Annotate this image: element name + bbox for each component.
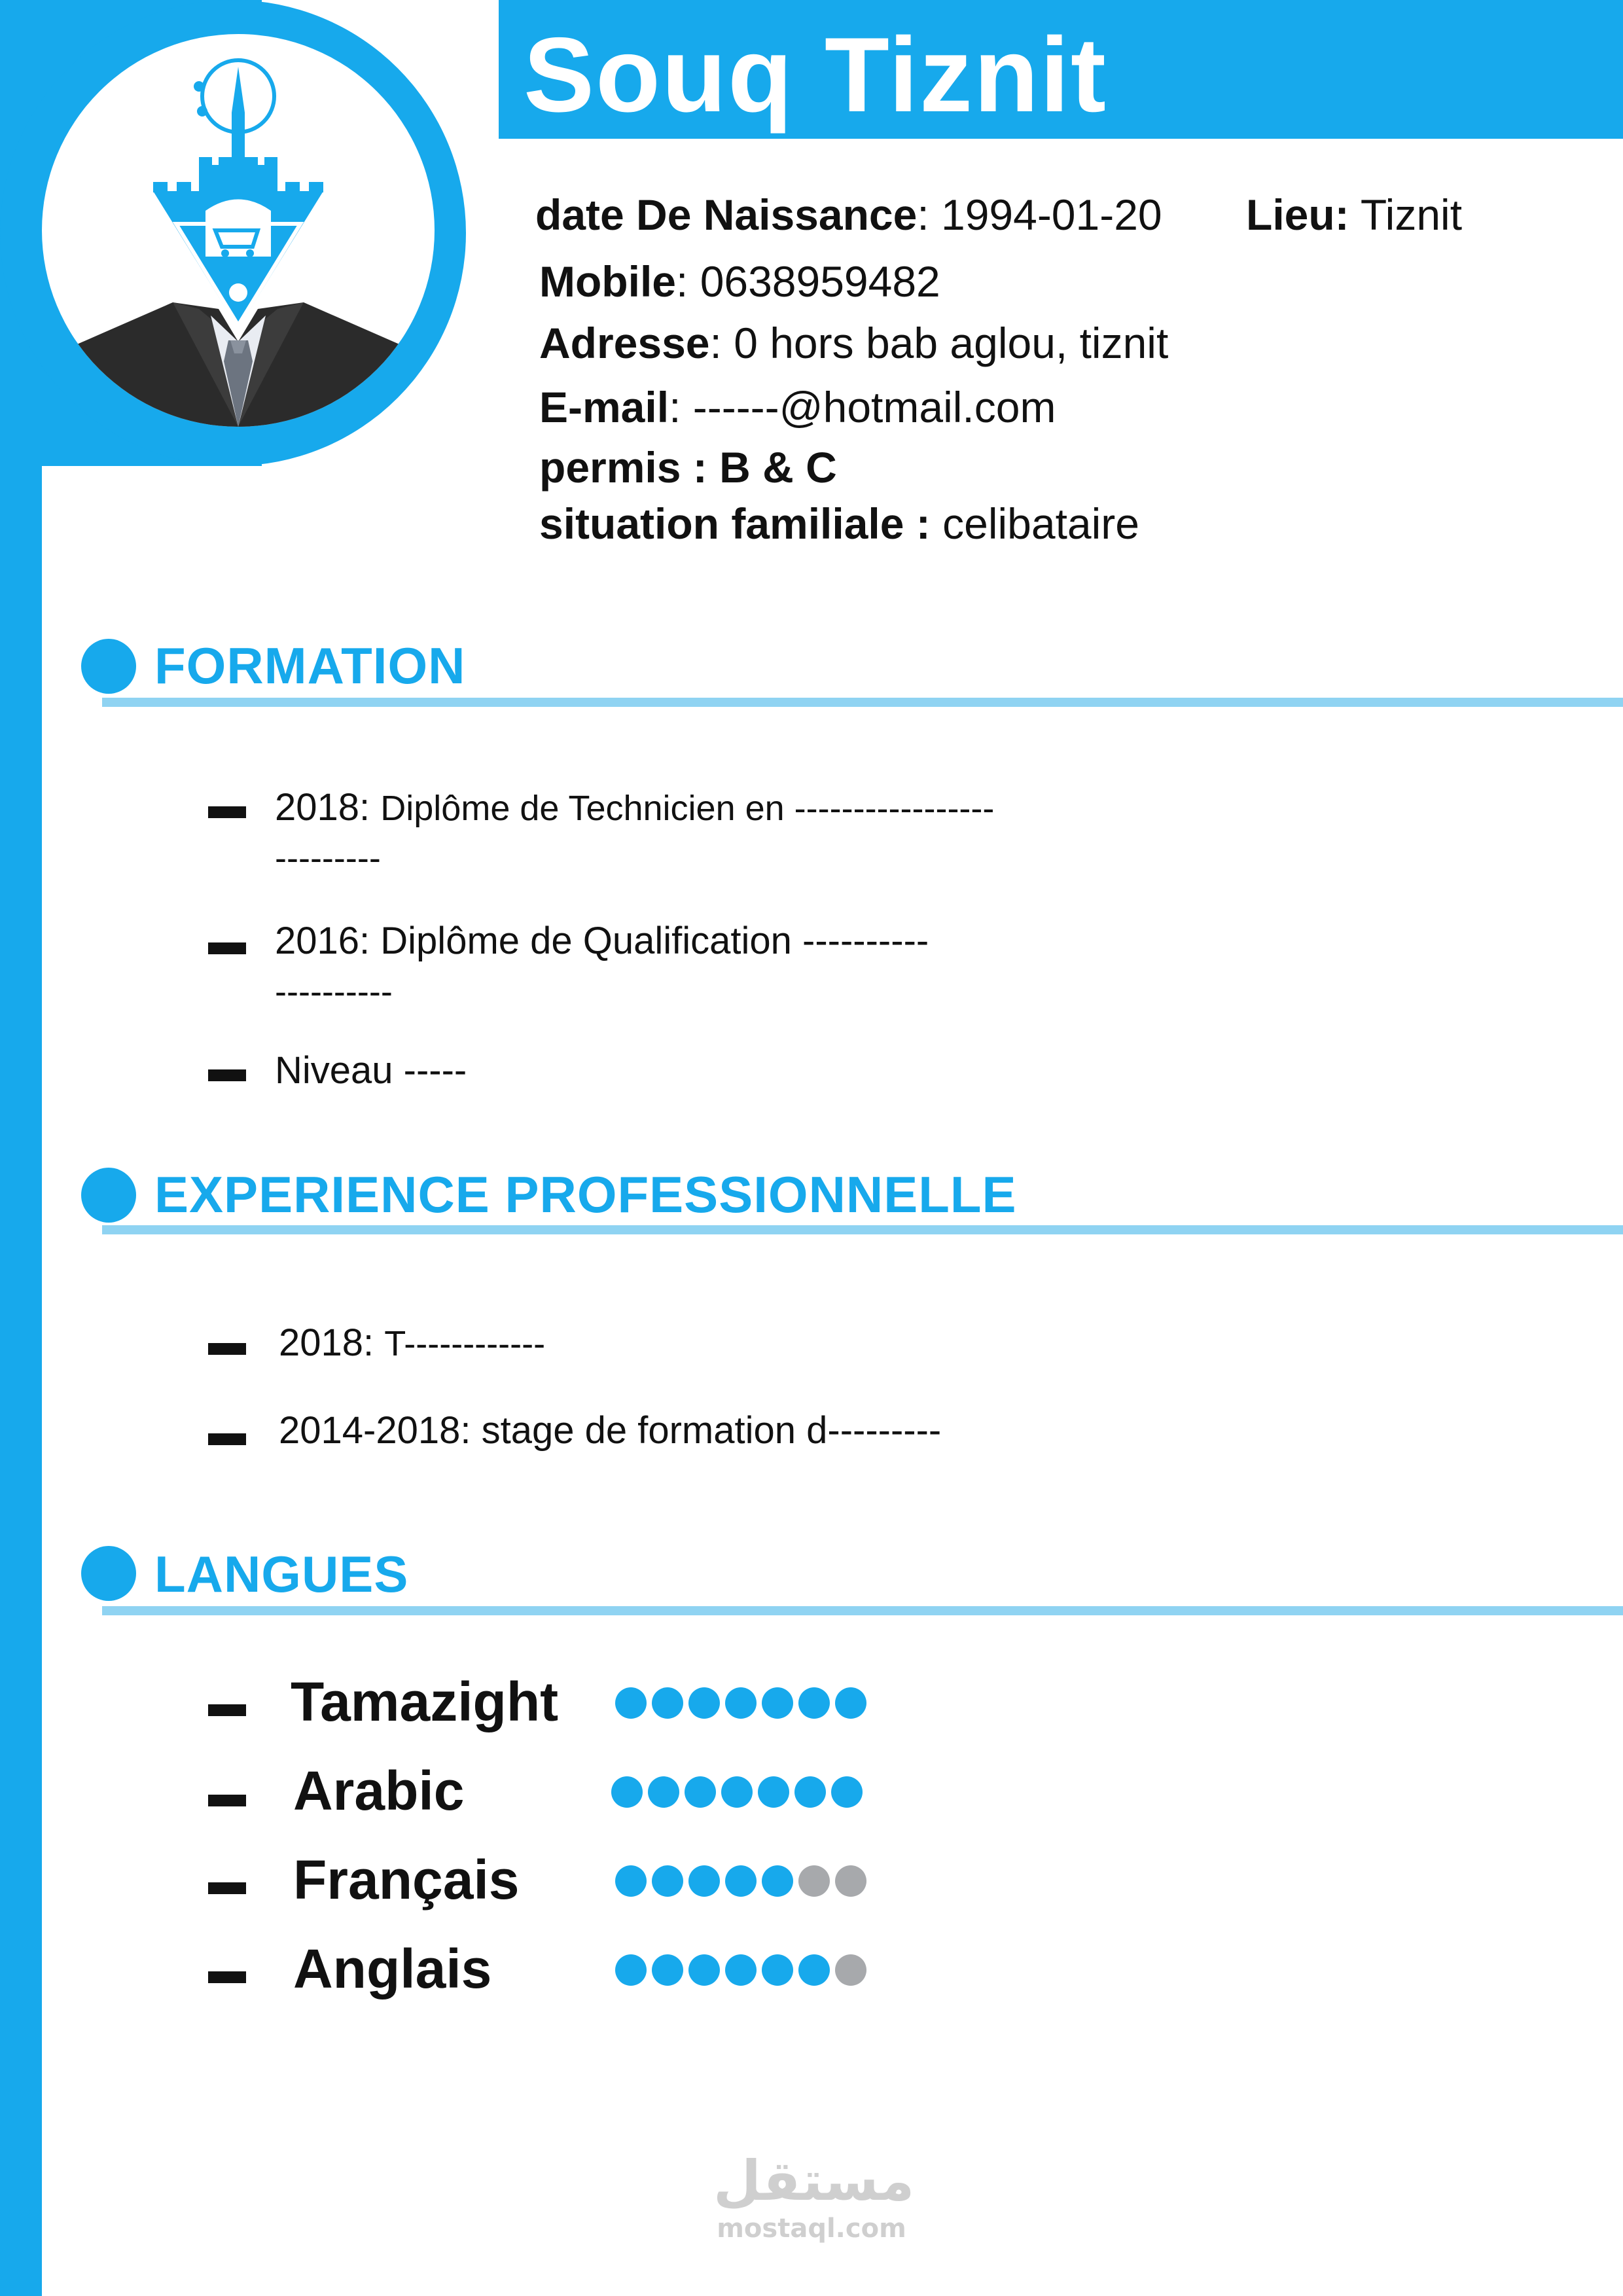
langue-name: Arabic	[293, 1760, 465, 1821]
langue-dash-icon	[208, 1882, 246, 1894]
rating-dot-empty	[798, 1865, 830, 1897]
info-date-of-birth: date De Naissance: 1994-01-20	[535, 190, 1162, 239]
experience-item-1: 2018: T------------	[279, 1321, 546, 1364]
info-place-of-birth: Lieu: Tiznit	[1246, 190, 1463, 239]
formation-dash-icon	[208, 806, 246, 818]
experience-item-2: 2014-2018: stage de formation d---------	[279, 1409, 942, 1452]
rating-dot-empty	[835, 1865, 866, 1897]
langue-dash-icon	[208, 1704, 246, 1716]
watermark-latin: mostaql.com	[717, 2214, 906, 2244]
experience-bullet-icon	[81, 1168, 136, 1223]
rating-dot-filled	[798, 1687, 830, 1719]
rating-dot-filled	[611, 1776, 643, 1808]
rating-dot-empty	[835, 1954, 866, 1986]
formation-item-2: 2016: Diplôme de Qualification ----------	[275, 920, 929, 962]
rating-dot-filled	[831, 1776, 863, 1808]
rating-dot-filled	[615, 1865, 647, 1897]
formation-divider	[102, 698, 1623, 707]
rating-dot-filled	[758, 1776, 789, 1808]
langue-dash-icon	[208, 1795, 246, 1806]
langues-bullet-icon	[81, 1546, 136, 1601]
rating-dot-filled	[725, 1687, 757, 1719]
experience-dash-icon	[208, 1343, 246, 1355]
rating-dot-filled	[652, 1687, 683, 1719]
watermark-arabic: مستقل	[713, 2149, 915, 2213]
formation-item-1-continuation: ---------	[275, 838, 381, 878]
info-email: E-mail: ------@hotmail.com	[539, 383, 1056, 431]
rating-dot-filled	[725, 1865, 757, 1897]
rating-dot-filled	[688, 1954, 720, 1986]
watermark	[713, 2149, 915, 2244]
profile-logo-image	[42, 34, 435, 427]
rating-dot-filled	[794, 1776, 826, 1808]
experience-heading: EXPERIENCE PROFESSIONNELLE	[154, 1166, 1017, 1223]
rating-dot-filled	[652, 1865, 683, 1897]
rating-dot-filled	[688, 1687, 720, 1719]
langues-heading: LANGUES	[154, 1545, 409, 1603]
rating-dot-filled	[798, 1954, 830, 1986]
langues-divider	[102, 1606, 1623, 1615]
info-address: Adresse: 0 hors bab aglou, tiznit	[539, 319, 1169, 367]
rating-dot-filled	[725, 1954, 757, 1986]
experience-dash-icon	[208, 1433, 246, 1445]
formation-item-1: 2018: Diplôme de Technicien en -----------------	[275, 786, 995, 829]
langue-level-rating	[615, 1865, 866, 1897]
langue-name: Tamazight	[291, 1671, 559, 1732]
langue-level-rating	[615, 1954, 866, 1986]
rating-dot-filled	[835, 1687, 866, 1719]
formation-bullet-icon	[81, 639, 136, 694]
info-driving-license: permis : B & C	[539, 443, 837, 492]
rating-dot-filled	[721, 1776, 753, 1808]
rating-dot-filled	[762, 1687, 793, 1719]
formation-item-2-continuation: ----------	[275, 972, 393, 1011]
rating-dot-filled	[685, 1776, 716, 1808]
langue-name: Français	[293, 1849, 520, 1910]
resume-name-title: Souq Tiznit	[524, 16, 1107, 134]
info-marital-status: situation familiale : celibataire	[539, 499, 1139, 548]
info-mobile: Mobile: 0638959482	[539, 257, 940, 306]
formation-heading: FORMATION	[154, 637, 466, 694]
rating-dot-filled	[615, 1954, 647, 1986]
experience-divider	[102, 1225, 1623, 1234]
rating-dot-filled	[688, 1865, 720, 1897]
formation-dash-icon	[208, 942, 246, 954]
rating-dot-filled	[762, 1954, 793, 1986]
formation-item-3: Niveau -----	[275, 1049, 467, 1092]
rating-dot-filled	[762, 1865, 793, 1897]
rating-dot-filled	[652, 1954, 683, 1986]
langue-level-rating	[615, 1687, 866, 1719]
profile-photo	[42, 34, 435, 427]
langue-level-rating	[611, 1776, 863, 1808]
formation-dash-icon	[208, 1069, 246, 1081]
rating-dot-filled	[648, 1776, 679, 1808]
langue-name: Anglais	[293, 1938, 492, 2000]
rating-dot-filled	[615, 1687, 647, 1719]
langue-dash-icon	[208, 1971, 246, 1983]
